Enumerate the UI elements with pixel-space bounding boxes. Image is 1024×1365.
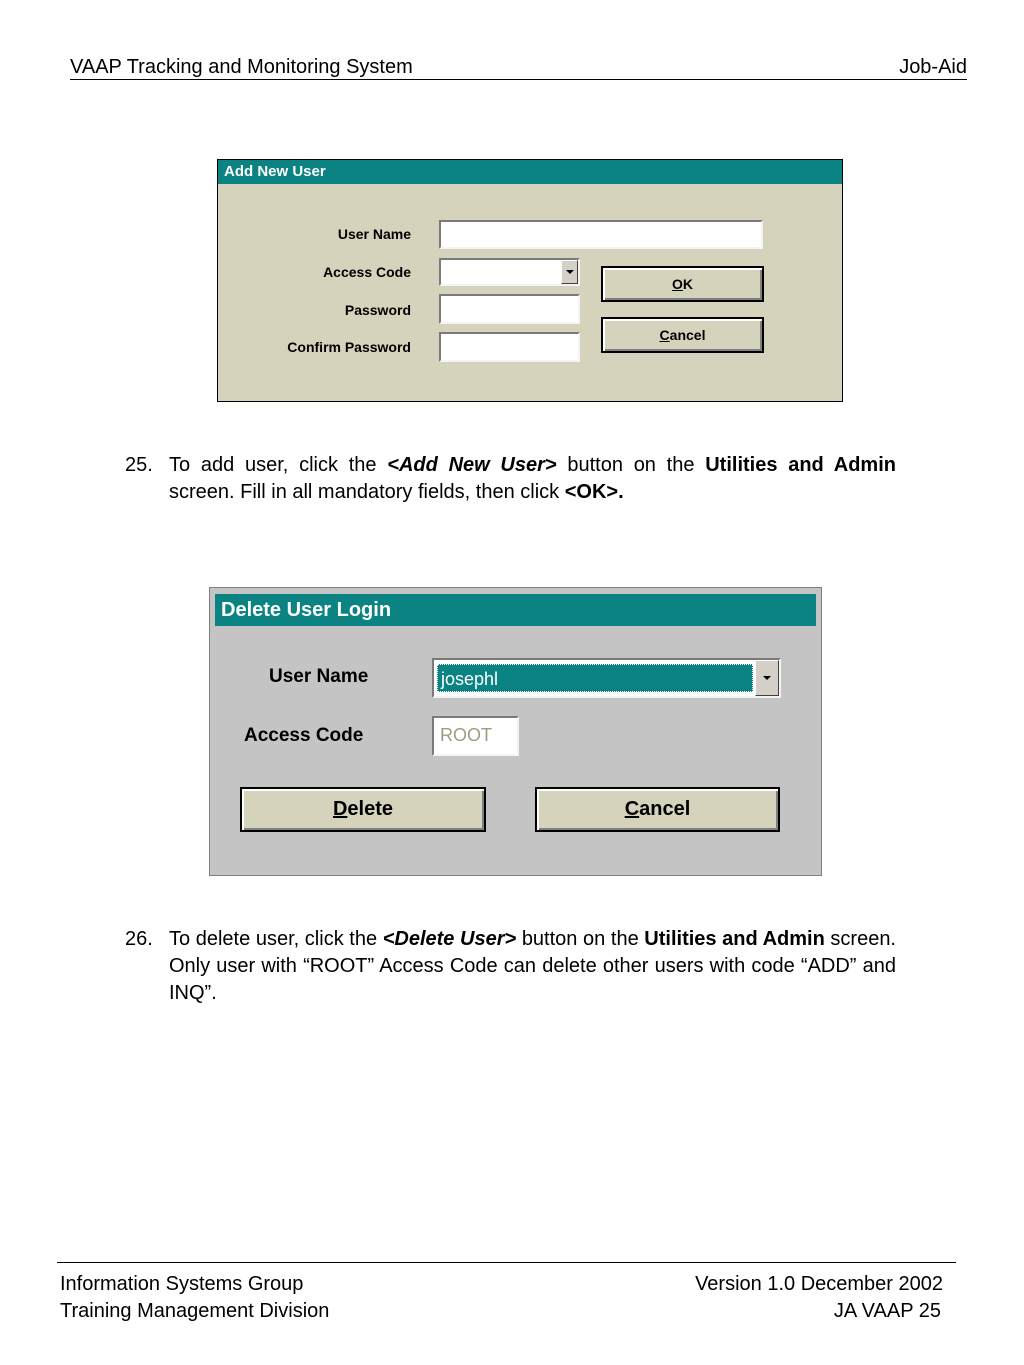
password-input[interactable] [439, 294, 580, 324]
header-job-aid: Job-Aid [899, 56, 967, 78]
step-number: 25. [125, 454, 153, 476]
access-code-dropdown-button[interactable] [561, 260, 578, 284]
page-header [70, 55, 967, 80]
step-text-part: screen. Only user with “ROOT” Access Code can delete other users with code “ADD” and INQ”. [169, 928, 896, 1004]
confirm-password-input[interactable] [439, 332, 580, 362]
user-name-label: User Name [337, 226, 411, 242]
delete-button[interactable] [240, 787, 486, 832]
delete-button-accel: D [332, 798, 348, 820]
step-text-part: To delete user, click the [169, 928, 383, 950]
step-text-part: button on the [556, 454, 706, 476]
step-26 [125, 926, 896, 1007]
step-25 [125, 452, 896, 506]
add-new-user-dialog [217, 159, 843, 402]
footer-division: Training Management Division [60, 1300, 330, 1322]
chevron-down-icon [763, 676, 771, 680]
footer-org: Information Systems Group [60, 1273, 304, 1295]
step-text-part: To add user, click the [169, 454, 388, 476]
cancel-button-label: ancel [669, 327, 706, 343]
delete-user-login-dialog [209, 587, 822, 876]
delete-cancel-button-accel: C [624, 798, 640, 820]
step-number: 26. [125, 928, 153, 950]
delete-user-login-title: Delete User Login [215, 594, 816, 626]
delete-user-ref: <Delete User> [382, 928, 517, 950]
access-code-select[interactable] [439, 258, 580, 286]
utilities-admin-ref: Utilities and Admin [644, 928, 825, 950]
page-footer [57, 1262, 956, 1322]
chevron-down-icon [566, 270, 574, 274]
step-text-part: button on the [516, 928, 645, 950]
delete-button-label: elete [347, 798, 394, 820]
access-code-label: Access Code [323, 264, 411, 280]
user-name-input[interactable] [439, 220, 763, 249]
ok-button-accel: O [671, 276, 683, 292]
delete-user-name-value: josephl [437, 664, 753, 692]
footer-version: Version 1.0 December 2002 [695, 1273, 943, 1295]
delete-cancel-button[interactable] [535, 787, 780, 832]
step-text [169, 926, 896, 1007]
ok-button-label: K [682, 276, 693, 292]
step-text-part: screen. Fill in all mandatory fields, then click [169, 481, 565, 503]
delete-access-code-label: Access Code [244, 725, 364, 746]
cancel-button-accel: C [659, 327, 670, 343]
delete-user-name-label: User Name [269, 666, 369, 687]
delete-user-name-dropdown-button[interactable] [755, 660, 779, 696]
password-label: Password [344, 302, 411, 318]
header-title: VAAP Tracking and Monitoring System [70, 56, 413, 78]
ok-button[interactable] [601, 266, 764, 302]
ok-ref: <OK>. [564, 481, 624, 503]
add-new-user-ref: <Add New User> [387, 454, 557, 476]
step-text [169, 452, 896, 506]
delete-cancel-button-label: ancel [639, 798, 691, 820]
delete-access-code-field: ROOT [432, 716, 519, 756]
add-new-user-title: Add New User [218, 160, 842, 184]
cancel-button[interactable] [601, 317, 764, 353]
footer-page-id: JA VAAP 25 [833, 1300, 941, 1322]
confirm-password-label: Confirm Password [287, 339, 411, 355]
delete-user-name-select[interactable] [432, 658, 781, 698]
utilities-admin-ref: Utilities and Admin [705, 454, 896, 476]
